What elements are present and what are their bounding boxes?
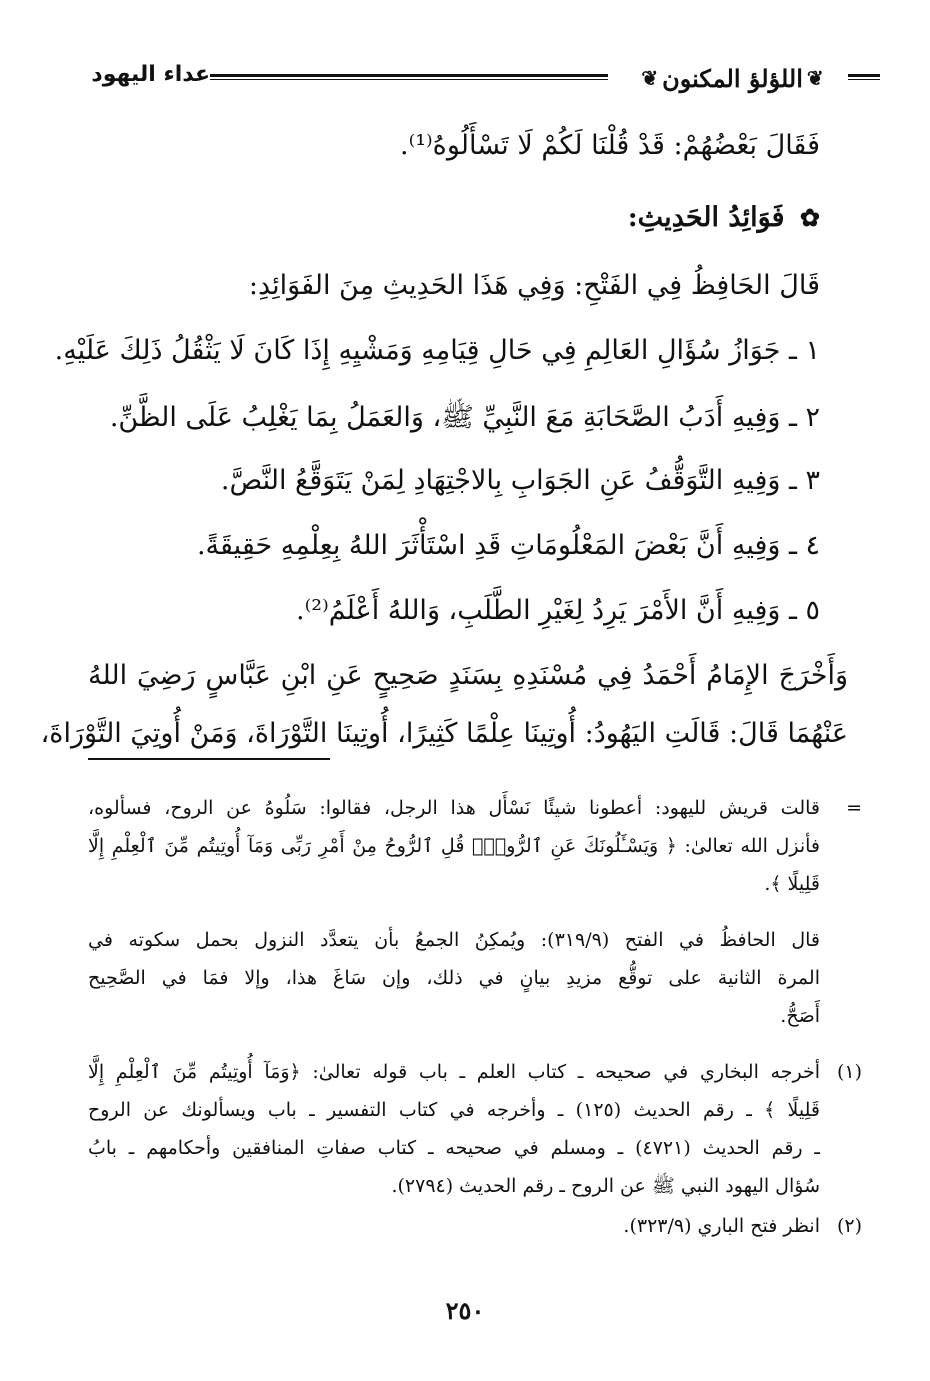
benefit-item: ٥ ـ وَفِيهِ أَنَّ الأَمْرَ يَرِدُ لِغَيْرِ الطَّلَبِ، وَاللهُ أَعْلَمُ⁽²⁾. bbox=[296, 595, 820, 626]
footnote-line: قال الحافظُ في الفتح (٣١٩/٩): ويُمكِنُ الجمعُ بأن يتعدَّد النزول بحمل سكوته في bbox=[88, 929, 820, 951]
page-number: ٢٥٠ bbox=[445, 1296, 485, 1325]
benefit-item: ٤ ـ وَفِيهِ أَنَّ بَعْضَ المَعْلُومَاتِ قَدِ اسْتَأْثَرَ اللهُ بِعِلْمِهِ حَقِيقَةً. bbox=[196, 530, 820, 561]
paragraph-line: عَنْهُمَا قَالَ: قَالَتِ اليَهُودُ: أُوتِينَا عِلْمًا كَثِيرًا، أُوتِينَا التَّوْرَاةَ، وَمَنْ أُوتِيَ التَّوْرَاةَ، bbox=[40, 718, 848, 749]
footnote-line: قَلِيلًا ﴾ ـ رقم الحديث (١٢٥) ـ وأخرجه في كتاب التفسير ـ باب ويسألونك عن الروح bbox=[88, 1099, 821, 1121]
running-header bbox=[60, 54, 830, 104]
footnote-line: قَلِيلًا ﴾. bbox=[764, 873, 820, 895]
chapter-title: عداء اليهود bbox=[91, 62, 210, 87]
flower-icon: ✿ bbox=[799, 203, 820, 232]
benefit-item: ٣ ـ وَفِيهِ التَّوَقُّفُ عَنِ الجَوَابِ بِالاجْتِهَادِ لِمَنْ يَتَوَقَّعُ النَّصَّ. bbox=[220, 465, 820, 496]
continuation-marker: = bbox=[846, 797, 862, 819]
benefit-item: ٢ ـ وَفِيهِ أَدَبُ الصَّحَابَةِ مَعَ النَّبِيِّ ﷺ، وَالعَمَلُ بِمَا يَغْلِبُ عَلَى الظَّنِّ. bbox=[109, 402, 820, 433]
book-title: اللؤلؤ المكنون bbox=[662, 63, 803, 93]
footnote-line: المرة الثانية على توقُّع مزيدِ بيانٍ في ذلك، وإن سَاغَ هذا، وإلا فمَا في الصَّحِيح bbox=[88, 967, 820, 989]
footnote-line: فأنزل الله تعالىٰ: ﴿ وَيَسْـَٔلُونَكَ عَنِ ٱلرُّوحِۖ قُلِ ٱلرُّوحُ مِنْ أَمْرِ رَبِّى وَمَآ أُوتِيتُم مِّنَ ٱلْعِلْمِ إِلَّا bbox=[88, 835, 820, 857]
footnote-marker: (٢) bbox=[836, 1215, 862, 1237]
footnote-line: أخرجه البخاري في صحيحه ـ كتاب العلم ـ باب قوله تعالىٰ: ﴿وَمَآ أُوتِيتُم مِّنَ ٱلْعِلْمِ إِلَّا bbox=[88, 1061, 820, 1083]
footnote-line: قالت قريش لليهود: أعطونا شيئًا نَسْأَل هذا الرجل، فقالوا: سَلُوهُ عن الروح، فسألوه، bbox=[88, 797, 820, 819]
footnote-line: ـ رقم الحديث (٤٧٢١) ـ ومسلم في صحيحه ـ كتاب صفاتِ المنافقين وأحكامهم ـ بابُ bbox=[88, 1137, 820, 1159]
ornament-icon: ❦ bbox=[641, 66, 659, 90]
paragraph-line: وَأَخْرَجَ الإِمَامُ أَحْمَدُ فِي مُسْنَدِهِ بِسَنَدٍ صَحِيحٍ عَنِ ابْنِ عَبَّاسٍ رَضِيَ اللهُ bbox=[88, 660, 848, 691]
ornament-icon: ❦ bbox=[806, 66, 824, 90]
footnote-marker: (١) bbox=[836, 1061, 862, 1083]
footnote-line: انظر فتح الباري (٣٢٣/٩). bbox=[623, 1215, 820, 1237]
footnote-line: أَصَحُّ. bbox=[780, 1005, 820, 1027]
benefit-item: ١ ـ جَوَازُ سُؤَالِ العَالِمِ فِي حَالِ قِيَامِهِ وَمَشْيِهِ إِذَا كَانَ لَا يَثْقُلُ ذَلِكَ عَلَيْهِ. bbox=[54, 335, 820, 366]
footnote-separator bbox=[88, 758, 330, 760]
header-rule-left bbox=[210, 74, 608, 80]
text-line: فَقَالَ بَعْضُهُمْ: قَدْ قُلْنَا لَكُمْ لَا تَسْأَلُوهُ⁽¹⁾. bbox=[400, 130, 820, 161]
intro-line: قَالَ الحَافِظُ فِي الفَتْحِ: وَفِي هَذَا الحَدِيثِ مِنَ الفَوَائِدِ: bbox=[248, 270, 820, 301]
section-heading bbox=[628, 202, 820, 233]
footnote-line: سُؤال اليهود النبي ﷺ عن الروح ـ رقم الحديث (٢٧٩٤). bbox=[391, 1175, 820, 1197]
heading-text: فَوَائِدُ الحَدِيثِ: bbox=[627, 202, 785, 233]
header-rule-right bbox=[848, 74, 880, 80]
book-title-cartouche bbox=[620, 54, 845, 102]
